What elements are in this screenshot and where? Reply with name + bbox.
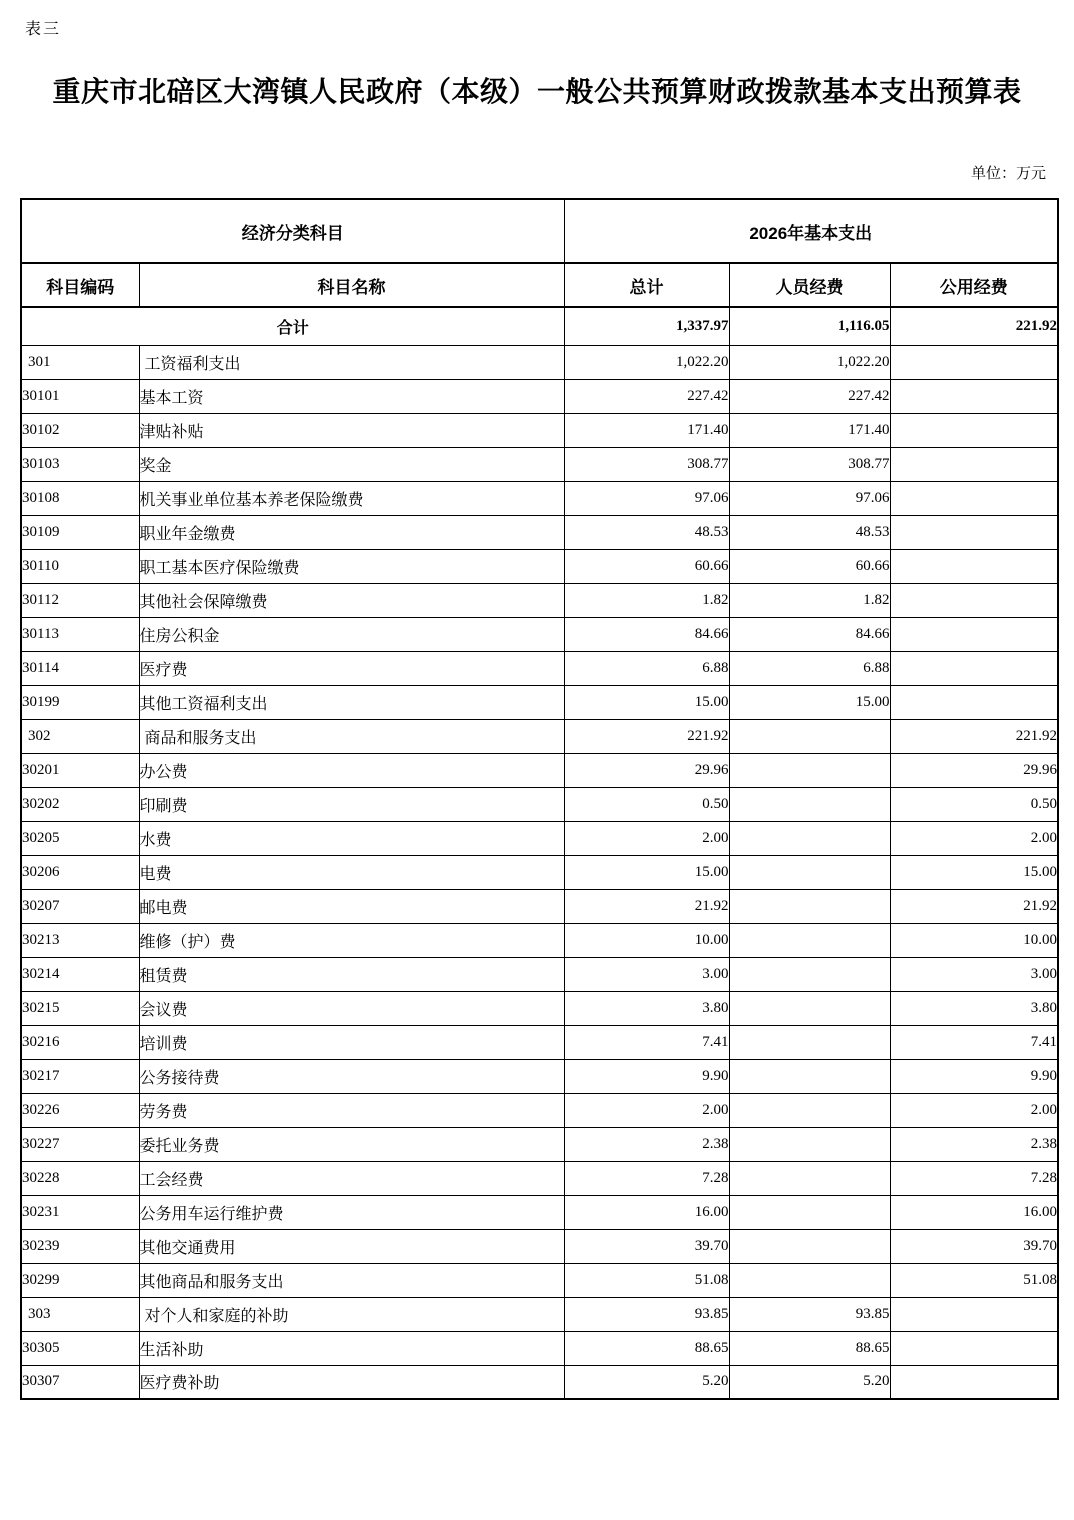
- personnel-value-cell: [729, 1263, 890, 1297]
- personnel-value-cell: 88.65: [729, 1331, 890, 1365]
- total-value-cell: 60.66: [564, 549, 729, 583]
- subject-code-cell: 30201: [21, 753, 139, 787]
- total-value-cell: 227.42: [564, 379, 729, 413]
- subject-code-cell: 30102: [21, 413, 139, 447]
- personnel-value-cell: 171.40: [729, 413, 890, 447]
- table-row: [21, 617, 1058, 651]
- table-row: [21, 1093, 1058, 1127]
- header-columns-row: [21, 263, 1058, 307]
- table-row: [21, 1025, 1058, 1059]
- subject-name-cell: 职工基本医疗保险缴费: [139, 549, 564, 583]
- total-value-cell: 88.65: [564, 1331, 729, 1365]
- table-row: [21, 481, 1058, 515]
- personnel-value-cell: 1.82: [729, 583, 890, 617]
- table-row: [21, 957, 1058, 991]
- subject-code-cell: 30199: [21, 685, 139, 719]
- personnel-value-cell: 308.77: [729, 447, 890, 481]
- public-value-cell: 9.90: [890, 1059, 1058, 1093]
- personnel-value-cell: 48.53: [729, 515, 890, 549]
- personnel-value-cell: [729, 991, 890, 1025]
- subject-code-cell: 30109: [21, 515, 139, 549]
- total-value-cell: 16.00: [564, 1195, 729, 1229]
- header-economic-classification: 经济分类科目: [21, 199, 564, 263]
- subject-code-cell: 30206: [21, 855, 139, 889]
- table-row: [21, 1195, 1058, 1229]
- public-value-cell: [890, 379, 1058, 413]
- total-row-public: 221.92: [890, 307, 1058, 345]
- subject-name-cell: 维修（护）费: [139, 923, 564, 957]
- personnel-value-cell: [729, 753, 890, 787]
- total-value-cell: 15.00: [564, 855, 729, 889]
- personnel-value-cell: [729, 1025, 890, 1059]
- subject-code-cell: 303: [21, 1297, 139, 1331]
- subject-code-cell: 30101: [21, 379, 139, 413]
- header-total: 总计: [564, 263, 729, 307]
- subject-code-cell: 30114: [21, 651, 139, 685]
- table-row: [21, 1365, 1058, 1399]
- subject-name-cell: 其他社会保障缴费: [139, 583, 564, 617]
- personnel-value-cell: [729, 923, 890, 957]
- table-row: [21, 855, 1058, 889]
- personnel-value-cell: [729, 957, 890, 991]
- personnel-value-cell: [729, 1093, 890, 1127]
- total-value-cell: 21.92: [564, 889, 729, 923]
- public-value-cell: 29.96: [890, 753, 1058, 787]
- personnel-value-cell: 5.20: [729, 1365, 890, 1399]
- subject-name-cell: 会议费: [139, 991, 564, 1025]
- table-body: [21, 307, 1058, 1399]
- table-row: [21, 753, 1058, 787]
- public-value-cell: [890, 1331, 1058, 1365]
- subject-name-cell: 工资福利支出: [139, 345, 564, 379]
- table-row: [21, 1127, 1058, 1161]
- table-row: [21, 1331, 1058, 1365]
- table-row: [21, 821, 1058, 855]
- total-value-cell: 0.50: [564, 787, 729, 821]
- header-group-row: [21, 199, 1058, 263]
- subject-code-cell: 30231: [21, 1195, 139, 1229]
- subject-code-cell: 30207: [21, 889, 139, 923]
- public-value-cell: [890, 413, 1058, 447]
- subject-code-cell: 30202: [21, 787, 139, 821]
- public-value-cell: [890, 651, 1058, 685]
- subject-code-cell: 30226: [21, 1093, 139, 1127]
- subject-name-cell: 基本工资: [139, 379, 564, 413]
- personnel-value-cell: 84.66: [729, 617, 890, 651]
- total-value-cell: 7.41: [564, 1025, 729, 1059]
- public-value-cell: [890, 447, 1058, 481]
- table-row: [21, 345, 1058, 379]
- subject-code-cell: 30216: [21, 1025, 139, 1059]
- public-value-cell: [890, 617, 1058, 651]
- table-row: [21, 1263, 1058, 1297]
- total-value-cell: 10.00: [564, 923, 729, 957]
- total-value-cell: 2.38: [564, 1127, 729, 1161]
- subject-name-cell: 医疗费补助: [139, 1365, 564, 1399]
- personnel-value-cell: [729, 1229, 890, 1263]
- subject-name-cell: 劳务费: [139, 1093, 564, 1127]
- subject-code-cell: 30305: [21, 1331, 139, 1365]
- table-row: [21, 651, 1058, 685]
- table-row: [21, 549, 1058, 583]
- page-title: 重庆市北碚区大湾镇人民政府（本级）一般公共预算财政拨款基本支出预算表: [52, 77, 1022, 108]
- total-row-total: 1,337.97: [564, 307, 729, 345]
- total-value-cell: 171.40: [564, 413, 729, 447]
- subject-code-cell: 30239: [21, 1229, 139, 1263]
- subject-code-cell: 30213: [21, 923, 139, 957]
- personnel-value-cell: 93.85: [729, 1297, 890, 1331]
- personnel-value-cell: [729, 1161, 890, 1195]
- public-value-cell: [890, 685, 1058, 719]
- personnel-value-cell: 60.66: [729, 549, 890, 583]
- personnel-value-cell: [729, 719, 890, 753]
- subject-name-cell: 医疗费: [139, 651, 564, 685]
- subject-code-cell: 30299: [21, 1263, 139, 1297]
- subject-name-cell: 商品和服务支出: [139, 719, 564, 753]
- total-value-cell: 1.82: [564, 583, 729, 617]
- subject-code-cell: 30228: [21, 1161, 139, 1195]
- subject-name-cell: 机关事业单位基本养老保险缴费: [139, 481, 564, 515]
- public-value-cell: [890, 481, 1058, 515]
- personnel-value-cell: 15.00: [729, 685, 890, 719]
- subject-name-cell: 公务用车运行维护费: [139, 1195, 564, 1229]
- subject-name-cell: 其他交通费用: [139, 1229, 564, 1263]
- subject-name-cell: 公务接待费: [139, 1059, 564, 1093]
- total-value-cell: 9.90: [564, 1059, 729, 1093]
- subject-code-cell: 30217: [21, 1059, 139, 1093]
- personnel-value-cell: [729, 821, 890, 855]
- subject-name-cell: 生活补助: [139, 1331, 564, 1365]
- public-value-cell: 39.70: [890, 1229, 1058, 1263]
- subject-name-cell: 其他工资福利支出: [139, 685, 564, 719]
- table-row: [21, 1059, 1058, 1093]
- total-value-cell: 6.88: [564, 651, 729, 685]
- total-value-cell: 48.53: [564, 515, 729, 549]
- header-subject-name: 科目名称: [139, 263, 564, 307]
- public-value-cell: 7.28: [890, 1161, 1058, 1195]
- public-value-cell: 3.00: [890, 957, 1058, 991]
- total-value-cell: 2.00: [564, 1093, 729, 1127]
- total-value-cell: 51.08: [564, 1263, 729, 1297]
- subject-name-cell: 水费: [139, 821, 564, 855]
- personnel-value-cell: 97.06: [729, 481, 890, 515]
- public-value-cell: [890, 583, 1058, 617]
- personnel-value-cell: [729, 1059, 890, 1093]
- public-value-cell: 51.08: [890, 1263, 1058, 1297]
- total-value-cell: 3.00: [564, 957, 729, 991]
- table-row: [21, 413, 1058, 447]
- sheet-label: 表三: [25, 21, 62, 38]
- subject-name-cell: 对个人和家庭的补助: [139, 1297, 564, 1331]
- table-row: [21, 923, 1058, 957]
- total-value-cell: 308.77: [564, 447, 729, 481]
- total-value-cell: 84.66: [564, 617, 729, 651]
- public-value-cell: [890, 549, 1058, 583]
- public-value-cell: 2.00: [890, 821, 1058, 855]
- table-row: [21, 991, 1058, 1025]
- public-value-cell: 15.00: [890, 855, 1058, 889]
- table-row: [21, 583, 1058, 617]
- subject-code-cell: 30113: [21, 617, 139, 651]
- table-row: [21, 515, 1058, 549]
- public-value-cell: [890, 345, 1058, 379]
- personnel-value-cell: [729, 1127, 890, 1161]
- public-value-cell: 0.50: [890, 787, 1058, 821]
- total-value-cell: 39.70: [564, 1229, 729, 1263]
- total-value-cell: 3.80: [564, 991, 729, 1025]
- personnel-value-cell: 227.42: [729, 379, 890, 413]
- subject-name-cell: 其他商品和服务支出: [139, 1263, 564, 1297]
- table-row: [21, 685, 1058, 719]
- subject-code-cell: 30215: [21, 991, 139, 1025]
- subject-name-cell: 住房公积金: [139, 617, 564, 651]
- subject-code-cell: 30110: [21, 549, 139, 583]
- public-value-cell: [890, 1365, 1058, 1399]
- public-value-cell: 21.92: [890, 889, 1058, 923]
- header-2026-basic-expenditure: 2026年基本支出: [564, 199, 1058, 263]
- personnel-value-cell: [729, 855, 890, 889]
- subject-code-cell: 302: [21, 719, 139, 753]
- total-value-cell: 29.96: [564, 753, 729, 787]
- public-value-cell: 16.00: [890, 1195, 1058, 1229]
- subject-name-cell: 委托业务费: [139, 1127, 564, 1161]
- subject-name-cell: 办公费: [139, 753, 564, 787]
- table-row: [21, 379, 1058, 413]
- subject-name-cell: 邮电费: [139, 889, 564, 923]
- subject-code-cell: 30214: [21, 957, 139, 991]
- total-row-label: 合计: [21, 307, 564, 345]
- table-row: [21, 1161, 1058, 1195]
- header-public-funds: 公用经费: [890, 263, 1058, 307]
- public-value-cell: 7.41: [890, 1025, 1058, 1059]
- subject-code-cell: 301: [21, 345, 139, 379]
- total-value-cell: 1,022.20: [564, 345, 729, 379]
- subject-code-cell: 30307: [21, 1365, 139, 1399]
- subject-code-cell: 30227: [21, 1127, 139, 1161]
- header-subject-code: 科目编码: [21, 263, 139, 307]
- subject-code-cell: 30103: [21, 447, 139, 481]
- public-value-cell: 3.80: [890, 991, 1058, 1025]
- public-value-cell: 221.92: [890, 719, 1058, 753]
- table-row: [21, 787, 1058, 821]
- public-value-cell: 10.00: [890, 923, 1058, 957]
- personnel-value-cell: 6.88: [729, 651, 890, 685]
- total-value-cell: 93.85: [564, 1297, 729, 1331]
- personnel-value-cell: [729, 1195, 890, 1229]
- personnel-value-cell: [729, 889, 890, 923]
- total-value-cell: 5.20: [564, 1365, 729, 1399]
- unit-note: 单位：万元: [970, 166, 1046, 182]
- total-value-cell: 2.00: [564, 821, 729, 855]
- table-row: [21, 447, 1058, 481]
- table-row: [21, 889, 1058, 923]
- subject-code-cell: 30108: [21, 481, 139, 515]
- table-row: [21, 1297, 1058, 1331]
- subject-name-cell: 职业年金缴费: [139, 515, 564, 549]
- personnel-value-cell: [729, 787, 890, 821]
- subject-name-cell: 工会经费: [139, 1161, 564, 1195]
- table-row: [21, 1229, 1058, 1263]
- total-value-cell: 7.28: [564, 1161, 729, 1195]
- total-row-personnel: 1,116.05: [729, 307, 890, 345]
- budget-table: [20, 198, 1059, 1400]
- personnel-value-cell: 1,022.20: [729, 345, 890, 379]
- subject-name-cell: 租赁费: [139, 957, 564, 991]
- total-value-cell: 15.00: [564, 685, 729, 719]
- public-value-cell: 2.00: [890, 1093, 1058, 1127]
- subject-code-cell: 30205: [21, 821, 139, 855]
- subject-name-cell: 奖金: [139, 447, 564, 481]
- subject-name-cell: 津贴补贴: [139, 413, 564, 447]
- total-value-cell: 97.06: [564, 481, 729, 515]
- total-value-cell: 221.92: [564, 719, 729, 753]
- header-personnel-funds: 人员经费: [729, 263, 890, 307]
- public-value-cell: 2.38: [890, 1127, 1058, 1161]
- subject-code-cell: 30112: [21, 583, 139, 617]
- total-row: [21, 307, 1058, 345]
- table-row: [21, 719, 1058, 753]
- public-value-cell: [890, 515, 1058, 549]
- public-value-cell: [890, 1297, 1058, 1331]
- subject-name-cell: 电费: [139, 855, 564, 889]
- subject-name-cell: 培训费: [139, 1025, 564, 1059]
- subject-name-cell: 印刷费: [139, 787, 564, 821]
